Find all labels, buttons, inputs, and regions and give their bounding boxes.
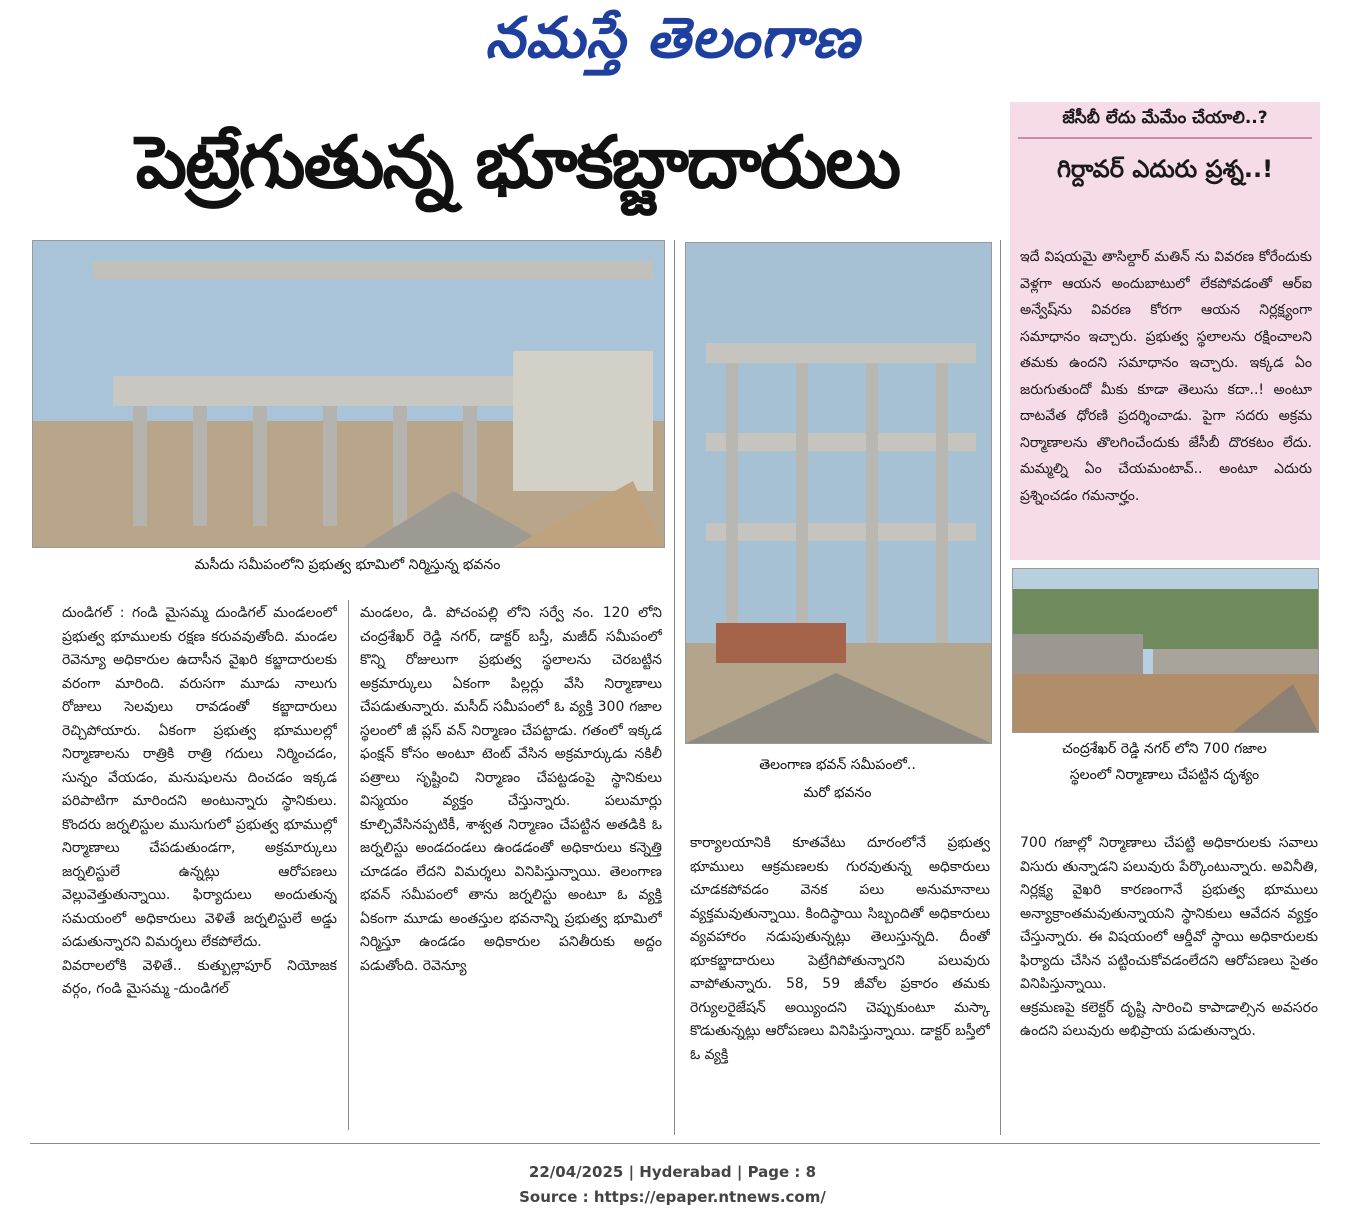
sidebar-title-1: జేసీబీ లేదు మేమేం చేయాలి..? (1062, 108, 1268, 128)
footer-source-url: Source : https://epaper.ntnews.com/ (519, 1188, 826, 1206)
sidebar-divider (1018, 137, 1312, 139)
photo-chandrasekhar-nagar-site (1012, 568, 1319, 733)
sidebar-body: ఇదే విషయమై తాసిల్దార్ మతిన్ ను వివరణ కోరేందుకు వెళ్లగా ఆయన అందుబాటులో లేకపోవడంతో ఆర్ఐ అన్వేష్‌ను వివరణ కోరగా ఆయన నిర్లక్ష్యంగా సమాధానం ఇచ్చారు. ప్రభుత్వ స్థలాలను రక్షించాలని తమకు ఉందని సమాధానం ఇచ్చారు. ఇక్కడ ఏం జరుగుతుందో మీకు కూడా తెలుసు కదా..! అంటూ దాటవేత ధోరణి ప్రదర్శించాడు. పైగా సదరు అక్రమ నిర్మాణాలను తొలగించేందుకు జేసీబీ దొరకటం లేదు. మమ్మల్ని ఏం చేయమంటావ్.. అంటూ ఎదురు ప్రశ్నించడం గమనార్హం. (1020, 249, 1312, 504)
column-divider (674, 240, 675, 1135)
headline: పెట్రేగుతున్న భూకబ్జాదారులు (135, 120, 900, 204)
article-col4-para2: ఆక్రమణపై కలెక్టర్ దృష్టి సారించి కాపాడాల్సిన అవసరం ఉందని పలువురు అభిప్రాయ పడుతున్నారు. (1020, 999, 1318, 1039)
article-column-3: కార్యాలయానికి కూతవేటు దూరంలోనే ప్రభుత్వ భూములు ఆక్రమణలకు గురవుతున్న అధికారులు చూడకపోవడం వెనక పలు అనుమానాలు వ్యక్తమవుతున్నాయి. కిందిస్థాయి సిబ్బందితో అధికారులు వ్యవహారం నడుపుతున్నట్లు తెలుస్తున్నది. దీంతో భూకబ్జాదారులు పెట్రేగిపోతున్నారని పలువురు వాపోతున్నారు. 58, 59 జీవోల ప్రకారం తమకు రెగ్యులరైజేషన్ అయ్యిందని చెప్పుకుంటూ మస్కా కొడుతున్నట్లు ఆరోపణలు వినిపిస్తున్నాయి. డాక్టర్ బస్తీలో ఓ వ్యక్తి (690, 835, 990, 1063)
sidebar-title-2: గిర్దావర్ ఎదురు ప్రశ్న..! (1056, 155, 1274, 183)
caption-middle-line1: తెలంగాణ భవన్ సమీపంలో.. (759, 757, 916, 773)
masthead-logo: నమస్తే తెలంగాణ (485, 5, 860, 71)
caption-left-photo: మసీదు సమీపంలోని ప్రభుత్వ భూమిలో నిర్మిస్తున్న భవనం (194, 557, 501, 573)
caption-right-line1: చంద్రశేఖర్ రెడ్డి నగర్ లోని 700 గజాల (1062, 741, 1267, 757)
article-col1-para1: దుండిగల్ : గండి మైసమ్మ దుండిగల్ మండలంలో ప్రభుత్వ భూములకు రక్షణ కరువవుతోంది. మండల రెవెన్యూ అధికారుల ఉదాసీన వైఖరి కబ్జాదారులకు వరంగా మారింది. వరుసగా మూడు నాలుగు రోజులు సెలవులు రావడంతో కబ్జాదారులు రెచ్చిపోయారు. ఏకంగా ప్రభుత్వ భూములల్లో నిర్మాణాలను రాత్రికి రాత్రి గదులు నిర్మించడం, సున్నం వేయడం, మనుషులను దించడం ఇక్కడ పరిపాటిగా మారిందని అంటున్నారు స్థానికులు. కొందరు జర్నలిస్టుల ముసుగులో ప్రభుత్వ భూముల్లో నిర్మాణాలు చేపడుతుండగా, అక్రమార్కులు జర్నలిస్టులే ఉన్నట్లు ఆరోపణలు వెల్లువెత్తుతున్నాయి. ఫిర్యాదులు అందుతున్న సమయంలో అధికారులు వెళితే జర్నలిస్టులే అడ్డు పడుతున్నారని విమర్శలు లేకపోలేదు. (62, 605, 337, 950)
article-column-2: మండలం, డి. పోచంపల్లి లోని సర్వే నం. 120 లోని చంద్రశేఖర్ రెడ్డి నగర్, డాక్టర్ బస్తీ, మజీద్ సమీపంలో కొన్ని రోజులుగా ప్రభుత్వ స్థలాలను చెరబట్టిన అక్రమార్కులు ఏకంగా పిల్లర్లు వేసి నిర్మాణాలు చేపడుతున్నారు. మసీద్ సమీపంలో ఓ వ్యక్తి 300 గజాల స్థలంలో జీ ప్లస్ వన్ నిర్మాణం చేపట్టాడు. గతంలో ఇక్కడ ఫంక్షన్ కోసం అంటూ టెంట్ వేసిన అక్రమార్కుడు నకిలీ పత్రాలు సృష్టించి నిర్మాణం చేపట్టడంపై స్థానికులు విస్మయం వ్యక్తం చేస్తున్నారు. పలుమార్లు కూల్చివేసినప్పటికీ, శాశ్వత నిర్మాణం చేపట్టిన అతడికి ఓ జర్నలిస్టు అండదండలు ఉండడంతో అధికారులు కన్నెత్తి చూడడం లేదని విమర్శలు వినిపిస్తున్నాయి. తెలంగాణ భవన్ సమీపంలో తాను జర్నలిస్టు అంటూ ఓ వ్యక్తి ఏకంగా మూడు అంతస్తుల భవనాన్ని ప్రభుత్వ భూమిలో నిర్మిస్తూ ఉండడం అధికారుల పనితీరుకు అద్దం పడుతోంది. రెవెన్యూ (360, 605, 662, 974)
footer-date-location-page: 22/04/2025 | Hyderabad | Page : 8 (528, 1163, 817, 1181)
article-column-4 (1020, 832, 1318, 1136)
article-column-1 (62, 602, 337, 1132)
column-divider (1000, 240, 1001, 1135)
photo-mosque-building (32, 240, 665, 548)
photo-telangana-bhavan-building (685, 242, 992, 744)
caption-middle-line2: మరో భవనం (803, 785, 872, 801)
footer-divider (30, 1143, 1320, 1144)
column-divider (348, 600, 349, 1130)
article-col1-para2: వివరాలలోకి వెళితే.. కుత్బుల్లాపూర్ నియోజక వర్గం, గండి మైసమ్మ -దుండిగల్ (62, 957, 337, 997)
article-col4-para1: 700 గజాల్లో నిర్మాణాలు చేపట్టి అధికారులకు సవాలు విసురు తున్నాడని పలువురు పేర్కొంటున్నారు. అవినీతి, నిర్లక్ష్య వైఖరి కారణంగానే ప్రభుత్వ భూములు అన్యాక్రాంతమవుతున్నాయని స్థానికులు ఆవేదన వ్యక్తం చేస్తున్నారు. ఈ విషయంలో ఆర్డీవో స్థాయి అధికారులకు ఫిర్యాదు చేసిన పట్టించుకోవడంలేదని ఆరోపణలు సైతం వినిపిస్తున్నాయి. (1020, 835, 1318, 992)
caption-right-line2: స్థలంలో నిర్మాణాలు చేపట్టిన దృశ్యం (1069, 767, 1260, 783)
